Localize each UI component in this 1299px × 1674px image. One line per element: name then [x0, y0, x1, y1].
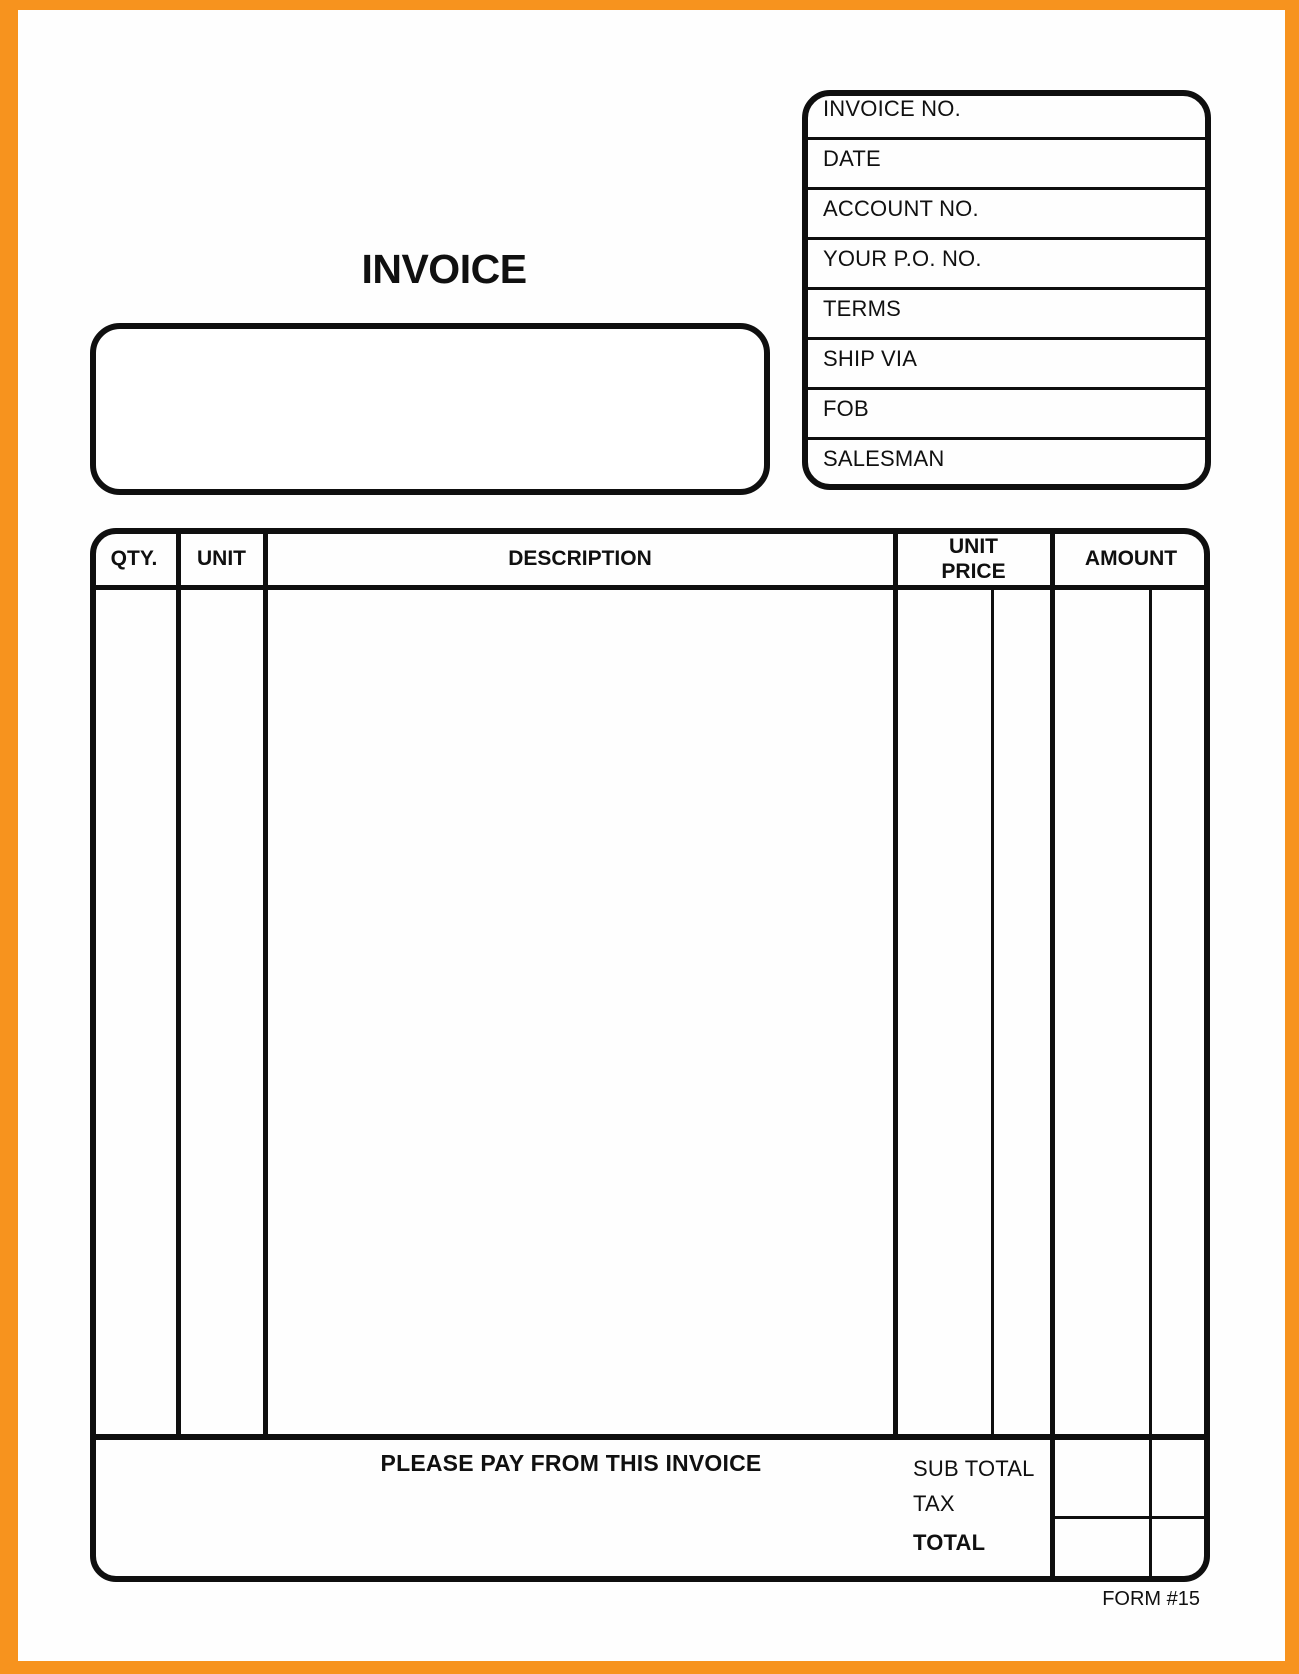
qty-column-blank[interactable] — [90, 590, 176, 1434]
unit-price-column-header — [895, 532, 1052, 587]
line-items-table — [90, 528, 1210, 1582]
account-no-label: ACCOUNT NO. — [823, 196, 979, 221]
ship-via-field[interactable] — [802, 340, 1211, 390]
unit-column-header: UNIT — [197, 547, 246, 571]
tax-label: TAX — [913, 1491, 955, 1516]
your-po-no-field[interactable] — [802, 240, 1211, 290]
amount-column-header: AMOUNT — [1084, 547, 1178, 571]
unit-column-blank[interactable] — [181, 590, 263, 1434]
form-title: INVOICE — [361, 246, 527, 292]
terms-label: TERMS — [823, 296, 901, 321]
description-column-blank[interactable] — [268, 590, 893, 1434]
fob-label: FOB — [823, 396, 869, 421]
date-field[interactable] — [802, 140, 1211, 190]
unit-price-header-text: UNIT PRICE — [941, 535, 1006, 583]
salesman-field[interactable] — [802, 440, 1211, 490]
pay-from-invoice-message: PLEASE PAY FROM THIS INVOICE — [380, 1450, 762, 1476]
qty-column-header: QTY. — [110, 547, 158, 571]
form-number: FORM #15 — [1102, 1588, 1200, 1610]
amount-column-blank[interactable] — [1055, 590, 1210, 1434]
total-label: TOTAL — [913, 1530, 986, 1555]
invoice-info-box — [802, 90, 1211, 490]
footer-top-rule — [90, 1434, 1210, 1440]
your-po-no-label: YOUR P.O. NO. — [823, 246, 982, 271]
description-column-header: DESCRIPTION — [508, 547, 652, 571]
subtotal-tax-amount-blank[interactable] — [1055, 1440, 1210, 1516]
customer-address-box[interactable] — [90, 323, 770, 495]
salesman-label: SALESMAN — [823, 446, 945, 471]
unit-price-column-blank[interactable] — [898, 590, 1050, 1434]
account-no-field[interactable] — [802, 190, 1211, 240]
date-label: DATE — [823, 146, 881, 171]
terms-field[interactable] — [802, 290, 1211, 340]
fob-field[interactable] — [802, 390, 1211, 440]
total-amount-blank[interactable] — [1055, 1519, 1210, 1579]
invoice-no-field[interactable] — [802, 90, 1211, 140]
sub-total-label: SUB TOTAL — [913, 1456, 1035, 1481]
ship-via-label: SHIP VIA — [823, 346, 918, 371]
invoice-no-label: INVOICE NO. — [823, 96, 961, 121]
